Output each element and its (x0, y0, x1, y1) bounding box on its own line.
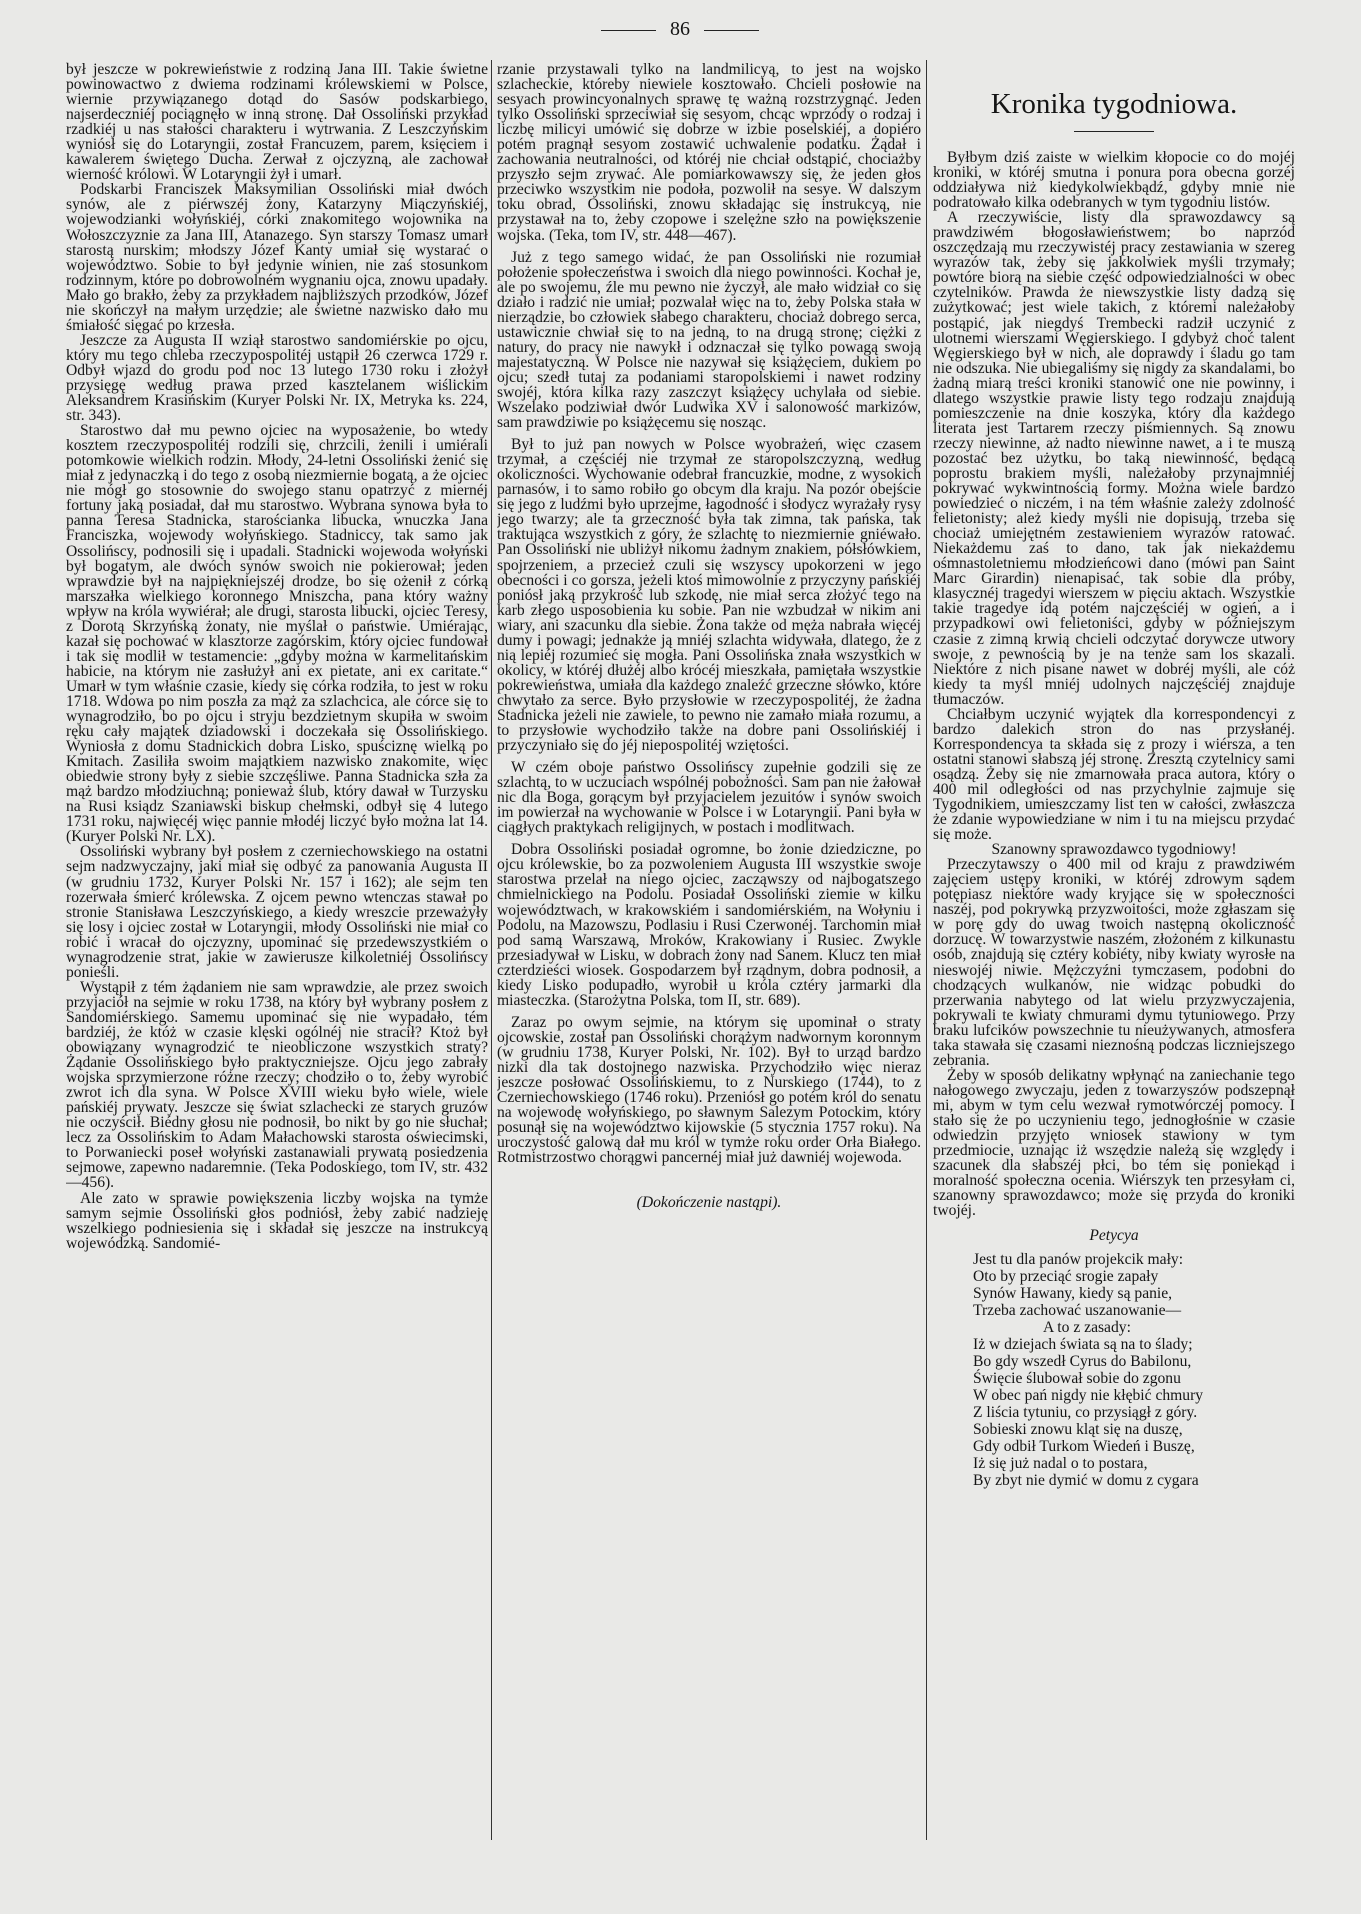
column-divider (491, 60, 492, 1840)
poem-line: W obec pań nigdy nie kłębić chmury (973, 1387, 1204, 1405)
poem-line: Jest tu dla panów projekcik mały: (973, 1251, 1184, 1269)
continuation-note: (Dokończenie nastąpi). (636, 1194, 782, 1212)
poem-title: Petycya (1089, 1227, 1139, 1245)
right-column (933, 85, 1295, 1885)
column-divider (926, 60, 927, 1840)
title-divider (1074, 131, 1154, 132)
paragraph: Chciałbym uczynić wyjątek dla korrespondencyi z bardzo dalekich stron do nas przysłanéj. Korrespondencya ta składa się z prozy i wiérsza, a ten ostatni stanowi słabszą jéj stronę. Zresztą czytelnicy sami osądzą. Żeby się nie zmarnowała praca autora, który o 400 mil odległości od nas przychylnie zajmuje się Tygodnikiem, umieszczamy list ten w całości, zwłaszcza że zdanie wypowiedziane w nim i tu na miejscu przydać się może. (933, 705, 1295, 844)
left-column (66, 62, 488, 1837)
poem-line: A to z zasady: (1043, 1319, 1131, 1337)
paragraph: Podskarbi Franciszek Maksymilian Ossoliński miał dwóch synów, ale z piérwszéj żony, Katarzyny Miączyńskiéj, wojewodzianki wołyńskiéj, córki znakomitego wojownika na Wołoszczyznie za Jana III, Atanazego. Syn starszy Tomasz umarł starostą nurskim; młodszy Józef Kanty umiał się wystarać o województwo. Sobie to był jedynie winien, nie zaś stosunkom rodzinnym, które po dobrowolném wygnaniu ojca, znowu upadały. Mało go brakło, żeby za przykładem najbliższych przodków, Józef nie skończył na małym urzędzie; ale świetne nazwisko dało mu śmiałość sięgać po krzesła. (66, 181, 488, 334)
poem-line: Iż w dziejach świata są na to ślady; (973, 1336, 1193, 1354)
section-title: Kronika tygodniowa. (990, 88, 1238, 120)
paragraph: W czém oboje państwo Ossolińscy zupełnie godzili się ze szlachtą, to w uczuciach wspólnéj pobożności. Sam pan nie żałował nic dla Boga, gorącym był przyjacielem jezuitów i synów swoich im powierzał na wychowanie w Polsce i w Lotaryngii. Pani była w ciągłych praktykach religijnych, w postach i modlitwach. (497, 759, 921, 837)
poem-line: Iż się już nadal o to postara, (973, 1455, 1148, 1473)
paragraph: Starostwo dał mu pewno ojciec na wyposażenie, bo wtedy kosztem rzeczypospolitéj rodzili się, chrzcili, żenili i umiérali potomkowie wielkich rodzin. Młody, 24-letni Ossoliński żenić się miał z jedynaczką i do tego z osobą niezmiernie bogatą, a że ojciec nie mógł go stosownie do swojego stanu opatrzyć z miernéj fortuny jaką posiadał, dał mu starostwo. Wybrana synowa była to panna Teresa Stadnicka, starościanka libucka, wnuczka Jana Franciszka, wojewody wołyńskiego. Stadniccy, tak samo jak Ossolińscy, podnosili się i upadali. Stadnicki wojewoda wołyński był bogatym, ale dwóch synów swoich nie pokierował; jeden wprawdzie był na najpiękniejszéj drodze, bo się ożenił z córką marszałka wielkiego koronnego Mniszcha, pana który ważny wpływ na króla wywiérał; ale drugi, starosta libucki, ojciec Teresy, z Dorotą Skrzyńską żonaty, nie myślał o państwie. Umiérając, kazał się pochować w klasztorze zagórskim, który ojciec fundował i tak się modlił w testamencie: „gdyby można w karmelitańskim habicie, na którym nie zasłużył ani ex pietate, ani ex caritate.“ Umarł w tym właśnie czasie, kiedy się córka rodziła, to jest w roku 1718. Wdowa po nim poszła za mąż za szlachcica, ale córce się to wynagrodziło, bo po ojcu i stryju bezdzietnym skupiła w swoim ręku cały majątek dziadowski i doczekała się Ossolińskiego. Wyniosła z domu Stadnickich dobra Lisko, spuściznę wielką po Kmitach. Zasiliła swoim majątkiem nazwisko znakomite, więc obiedwie strony były z siebie szczęśliwe. Panna Stadnicka szła za mąż bardzo młodziuchną; ponieważ ślub, który dawał w Turzysku na Rusi ksiądz Szaniawski biskup chełmski, odbył się 4 lutego 1731 roku, najwięcéj więc pannie młodéj liczyć było można lat 14. (Kuryer Polski Nr. LX). (66, 422, 488, 846)
poem-line: Bo gdy wszedł Cyrus do Babilonu, (973, 1353, 1192, 1371)
paragraph: A rzeczywiście, listy dla sprawozdawcy są prawdziwém błogosławieństwem; bo naprzód oszczędzają mu rzeczywistéj pracy zestawiania w szereg wyrazów tak, żeby się jakkolwiek myśli trzymały; powtóre biorą na siebie część odpowiedzialności w obec czytelników. Prawda że niewszystkie listy dadzą się zużytkować; jest wiele takich, z któremi należałoby postąpić, jak niegdyś Trembecki radził uczynić z ulotnemi wierszami Węgierskiego. I gdybyż choć talent Węgierskiego był w nich, ale doprawdy i śladu go tam nie odszuka. Nie ubiegaliśmy się nigdy za skandalami, bo żadną miarą treści kroniki stanowić one nie powinny, i dlatego wszystkie prawie listy tego rodzaju znajdują pomieszczenie na dnie koszyka, który dla każdego literata jest Tartarem rzeczy piśmiennych. Są znowu rzeczy niewinne, aż nadto niewinne nawet, a i te muszą pozostać bez użytku, bo taką niewinność, będącą poprostu brakiem myśli, należałoby przynajmniéj pokrywać wykwintnością formy. Można wiele bardzo powiedzieć o niczém, i na tém właśnie zależy zdolność felietonisty; ależ kiedy myśli nie dopisują, trzeba się chociaż umiejętném zestawieniem wyrazów ratować. Niekażdemu zaś to dano, tak jak niekażdemu ośmnastoletniemu młodzieńcowi dano (mówi pan Saint Marc Girardin) nienapisać, tak sobie dla próby, klasycznéj tragedyi wierszem w pięciu aktach. Wszystkie takie tragedye idą potém najczęściéj w ogień, a i przypadkowi owi felietoniści, gdyby w późniejszym czasie z zimną krwią chcieli odczytać dorywcze utwory swoje, z pewnością by je na tenże sam los skazali. Niektóre z nich pisane nawet w dobréj myśli, ale cóż kiedy ta myśl mniéj udolnych najczęściéj znajduje tłumaczów. (933, 209, 1295, 708)
poem-line: By zbyt nie dymić w domu z cygara (973, 1472, 1199, 1490)
paragraph: Był to już pan nowych w Polsce wyobrażeń, więc czasem trzymał, a częściéj nie trzymał ze staropolszczyzną, według okoliczności. Wychowanie odebrał francuzkie, modne, z wysokich parnasów, i to samo robiło go obcym dla kraju. Na pozór obejście się jego z ludźmi było uprzejme, łagodność i słodycz wyrażały rysy jego twarzy; ale ta grzeczność była tak zimna, tak pańska, tak traktująca wszystkich z góry, że szlachtę to niezmiernie gniéwało. Pan Ossoliński nie ubliżył nikomu żadnym znakiem, półsłówkiem, spojrzeniem, a przecież czuli się wszyscy upokorzeni w jego obecności i co gorsza, jeżeli ktoś mimowolnie z przyczyny pańskiéj poniósł jaką przykrość lub szkodę, nie miał serca złożyć tego na karb złego usposobienia ku sobie. Pan nie wzbudzał w nikim ani wiary, ani szacunku dla siebie. Żona także od męża nabrała więcéj dumy i powagi; jednakże ją mniéj szlachta widywała, dlatego, że z nią lepiéj rozumieć się mogła. Pani Ossolińska znała wszystkich w okolicy, w któréj dłużéj albo krócéj mieszkała, pamiętała wszystkie pokrewieństwa, umiała dla każdego znaleźć grzeczne słówko, które chwytało za serce. Było przysłowie w rzeczypospolitéj, że żadna Stadnicka jeżeli nie zawiele, to pewno nie zamało miała rozumu, a to przysłowie wychodziło także na dobre pani Ossolińskiéj i przyczyniało się do jéj niepospolitéj wziętości. (497, 436, 921, 755)
poem-line: Oto by przeciąć srogie zapały (973, 1268, 1159, 1286)
poem-line: Święcie ślubował sobie do zgonu (973, 1370, 1181, 1388)
paragraph: Byłbym dziś zaiste w wielkim kłopocie co do mojéj kroniki, w któréj smutna i ponura pora obecna gorzéj oddziaływa niż kiedykolwiekbądź, gdyby mnie nie podratowało kilka odebranych w tym tygodniu listów. (933, 149, 1295, 212)
paragraph: Wystąpił z tém żądaniem nie sam wprawdzie, ale przez swoich przyjaciół na sejmie w roku 1738, na który był wybrany posłem z Sandomiérskiego. Samemu upominać się nie wypadało, tém bardziéj, że któż w czasie klęski ogólnéj nie stracił? Ktoż był obowiązany wynagrodzić te nieobliczone wszystkich straty? Żądanie Ossolińskiego było praktyczniejsze. Ojcu jego zabrały wojska sprzymierzone różne rzeczy; chodziło o to, żeby wyrobić zwrot ich dla syna. W Polsce XVIII wieku było wiele, wiele pańskiéj prywaty. Jeszcze się świat szlachecki ze starych gruzów nie oczyścił. Biédny głosu nie podnosił, bo nikt by go nie słuchał; lecz za Ossolińskim to Adam Małachowski starosta oświecimski, to Porwaniecki poseł wołyński zastanawiali prywatą posiedzenia sejmowe, zapewno nadaremnie. (Teka Podoskiego, tom IV, str. 432—456). (66, 978, 488, 1192)
paragraph: był jeszcze w pokrewieństwie z rodziną Jana III. Takie świetne powinowactwo z dwiema rodzinami królewskiemi w Polsce, wiernie przywiązanego dotąd do Sasów podskarbiego, najserdeczniéj pociągnęło w inną stronę. Dał Ossoliński przykład rzadkiéj u nas stałości charakteru i wytrwania. Z Leszczyńskim wyniósł się do Lotaryngii, został Francuzem, parem, księciem i kawalerem świętego Ducha. Zerwał z ojczyzną, ale zachował wierność królowi. W Lotaryngii żył i umarł. (66, 62, 488, 184)
paragraph: Już z tego samego widać, że pan Ossoliński nie rozumiał położenie społeczeństwa i swoich dla niego powinności. Kochał je, ale po swojemu, źle mu pewno nie życzył, ale mało widział co się działo i radzić nie umiał; pozwalał więc na to, żeby Polska stała w nierządzie, bo człowiek słabego charakteru, chociaż dobrego serca, ustawicznie chwiał się to na jedną, to na drugą stronę; ciężki z natury, do pracy nie nawykł i odznaczał się tylko powagą swoją majestatyczną. W Polsce nie nazywał się książęciem, dukiem po ojcu; szedł tutaj za podaniami staropolskiemi i nawet rodziny swojéj, która kilka razy zaszczyt książęcy uchylała od siebie. Wszelako podziwiał dwór Ludwika XV i salonowość markizów, sam prawdziwie po książęcemu się nosząc. (497, 248, 921, 432)
poem-line: Synów Hawany, kiedy są panie, (973, 1285, 1173, 1303)
poem-line: Trzeba zachować uszanowanie— (973, 1302, 1182, 1320)
poem-line: Gdy odbił Turkom Wiedeń i Buszę, (973, 1438, 1195, 1456)
letter-salutation: Szanowny sprawozdawco tygodniowy! (991, 841, 1237, 859)
paragraph: Dobra Ossoliński posiadał ogromne, bo żonie dziedziczne, po ojcu królewskie, bo za pozwoleniem Augusta III wszystkie swoje starostwa przelał na niego ojciec, zacząwszy od najbogatszego chmielnickiego na Podolu. Posiadał Ossoliński ziemie w kilku województwach, w krakowskiém i sandomiérskiém, na Wołyniu i Podolu, na Mazowszu, Podlasiu i Rusi Czerwonéj. Tarchomin miał pod samą Warszawą, Mroków, Krakowiany i Rusiec. Zwykle przesiadywał w Lisku, w dobrach żony nad Sanem. Klucz ten miał czterdzieści wiosek. Gospodarzem był rządnym, dobra podnosił, a kiedy Lisko podupadło, wyrobił u króla cztéry jarmarki dla miasteczka. (Starożytna Polska, tom II, str. 689). (497, 841, 921, 1009)
poem (933, 1251, 1295, 1489)
paragraph: rzanie przystawali tylko na landmilicyą, to jest na wojsko szlacheckie, któreby niewiele kosztowało. Chcieli posłowie na sesyach prowincyonalnych sprawę tę ważną rozstrzygnąć. Jeden tylko Ossoliński sprzeciwiał się sesyom, chcąc wprzódy o rodzaj i liczbę milicyi umówić się dobrze w izbie poselskiéj, a dopiéro potém pragnął sesyom zostawić uchwalenie podatku. Żądał i zachowania neutralności, od któréj nie chciał odstąpić, chociażby przyszło sejm zrywać. Ale pomiarkowawszy się, że jeden głos przeciwko wszystkim nie podoła, pozwolił na sesye. W dalszym toku obrad, Ossoliński, znowu składając się instrukcyą, nie przystawał na to, żeby czopowe i szelężne szło na powiększenie wojska. (Teka, tom IV, str. 448—467). (497, 62, 921, 244)
paragraph: Ossoliński wybrany był posłem z czerniechowskiego na ostatni sejm nadzwyczajny, jaki miał się odbyć za panowania Augusta II (w grudniu 1732, Kuryer Polski Nr. 157 i 162); ale sejm ten rozerwała śmierć królewska. Z ojcem pewno wtenczas stawał po stronie Stanisława Leszczyńskiego, a kiedy wreszcie przeważyły się losy i ojciec został w Lotaryngii, młody Ossoliński nie miał co robić i wracał do ojczyzny, upominać się przedewszystkiém o wynagrodzenie strat, jakie w zawierusze kilkoletniéj Ossolińscy ponieśli. (66, 843, 488, 981)
poem-line: Z liścia tytuniu, co przysiągł z góry. (973, 1404, 1198, 1422)
paragraph: Ale zato w sprawie powiększenia liczby wojska na tymże samym sejmie Ossoliński głos podniósł, żeby zabić nadzieję wszelkiego podniesienia się i składał się jeszcze na instrukcyą wojewódzką. Sandomié- (66, 1189, 488, 1252)
paragraph: Przeczytawszy o 400 mil od kraju z prawdziwém zajęciem ustępy kroniki, w któréj zdrowym sądem potępiasz niektóre wady kryjące się w społeczności naszéj, pod pokrywką przyzwoitości, może zgłaszam się w porę gdy do uwag twoich następną okoliczność dorzucę. W towarzystwie naszém, złożoném z kilkunastu osób, znajdują się cztéry kobiéty, niby kwiaty wyrosłe na nieswojéj niwie. Mężczyźni tymczasem, podobni do chodzących wulkanów, nie widząc pobudki do przerwania nabytego od lat wielu przyzwyczajenia, pokrywali te kwiaty chmurami dymu tytuniowego. Przy braku lufcików powszechnie tu nieużywanych, atmosfera taka stawała się czasami nieznośną podczas liczniejszego zebrania. (933, 856, 1295, 1069)
page-number: 86 (560, 18, 800, 41)
middle-column (497, 62, 921, 1837)
poem-line: Sobieski znowu kląt się na duszę, (973, 1421, 1183, 1439)
paragraph: Jeszcze za Augusta II wziął starostwo sandomiérskie po ojcu, który mu tego chleba rzeczypospolitéj ustąpił 26 czerwca 1729 r. Odbył wjazd do grodu pod noc 13 lutego 1730 roku i złożył przysięgę według prawa przed kasztelanem wiślickim Aleksandrem Krasińskim (Kuryer Polski Nr. IX, Metryka ks. 224, str. 343). (66, 331, 488, 425)
paragraph: Zaraz po owym sejmie, na którym się upominał o straty ojcowskie, został pan Ossoliński chorążym nadwornym koronnym (w grudniu 1738, Kuryer Polski, Nr. 102). Był to urząd bardzo nizki dla tak dostojnego nazwiska. Przychodziło więc nieraz jeszcze posłować Ossolińskiemu, to z Nurskiego (1744), to z Czerniechowskiego (1746 roku). Przeniósł go potém król do senatu na wojewodę wołyńskiego, po sławnym Salezym Potockim, który posunął się na województwo kijowskie (5 stycznia 1757 roku). Na uroczystość galową dał mu król w tymże roku order Orła Białego. Rotmistrzostwo chorągwi pancernéj miał już dawniéj wojewoda. (497, 1013, 921, 1167)
paragraph: Żeby w sposób delikatny wpłynąć na zaniechanie tego nałogowego zwyczaju, jeden z towarzyszów podszepnął mi, abym w tym celu wezwał rymotwórczéj pomocy. I stało się że po uczynieniu tego, jednogłośnie w czasie odwiedzin przyjęto wniosek stawiony w tym przedmiocie, uznając iż wszędzie należą się względy i szacunek dla słabszéj płci, bo tém się poniekąd i moralność społeczna ocenia. Wiérszyk ten przesyłam ci, szanowny sprawozdawco; może się przyda do kroniki twojéj. (933, 1066, 1295, 1220)
